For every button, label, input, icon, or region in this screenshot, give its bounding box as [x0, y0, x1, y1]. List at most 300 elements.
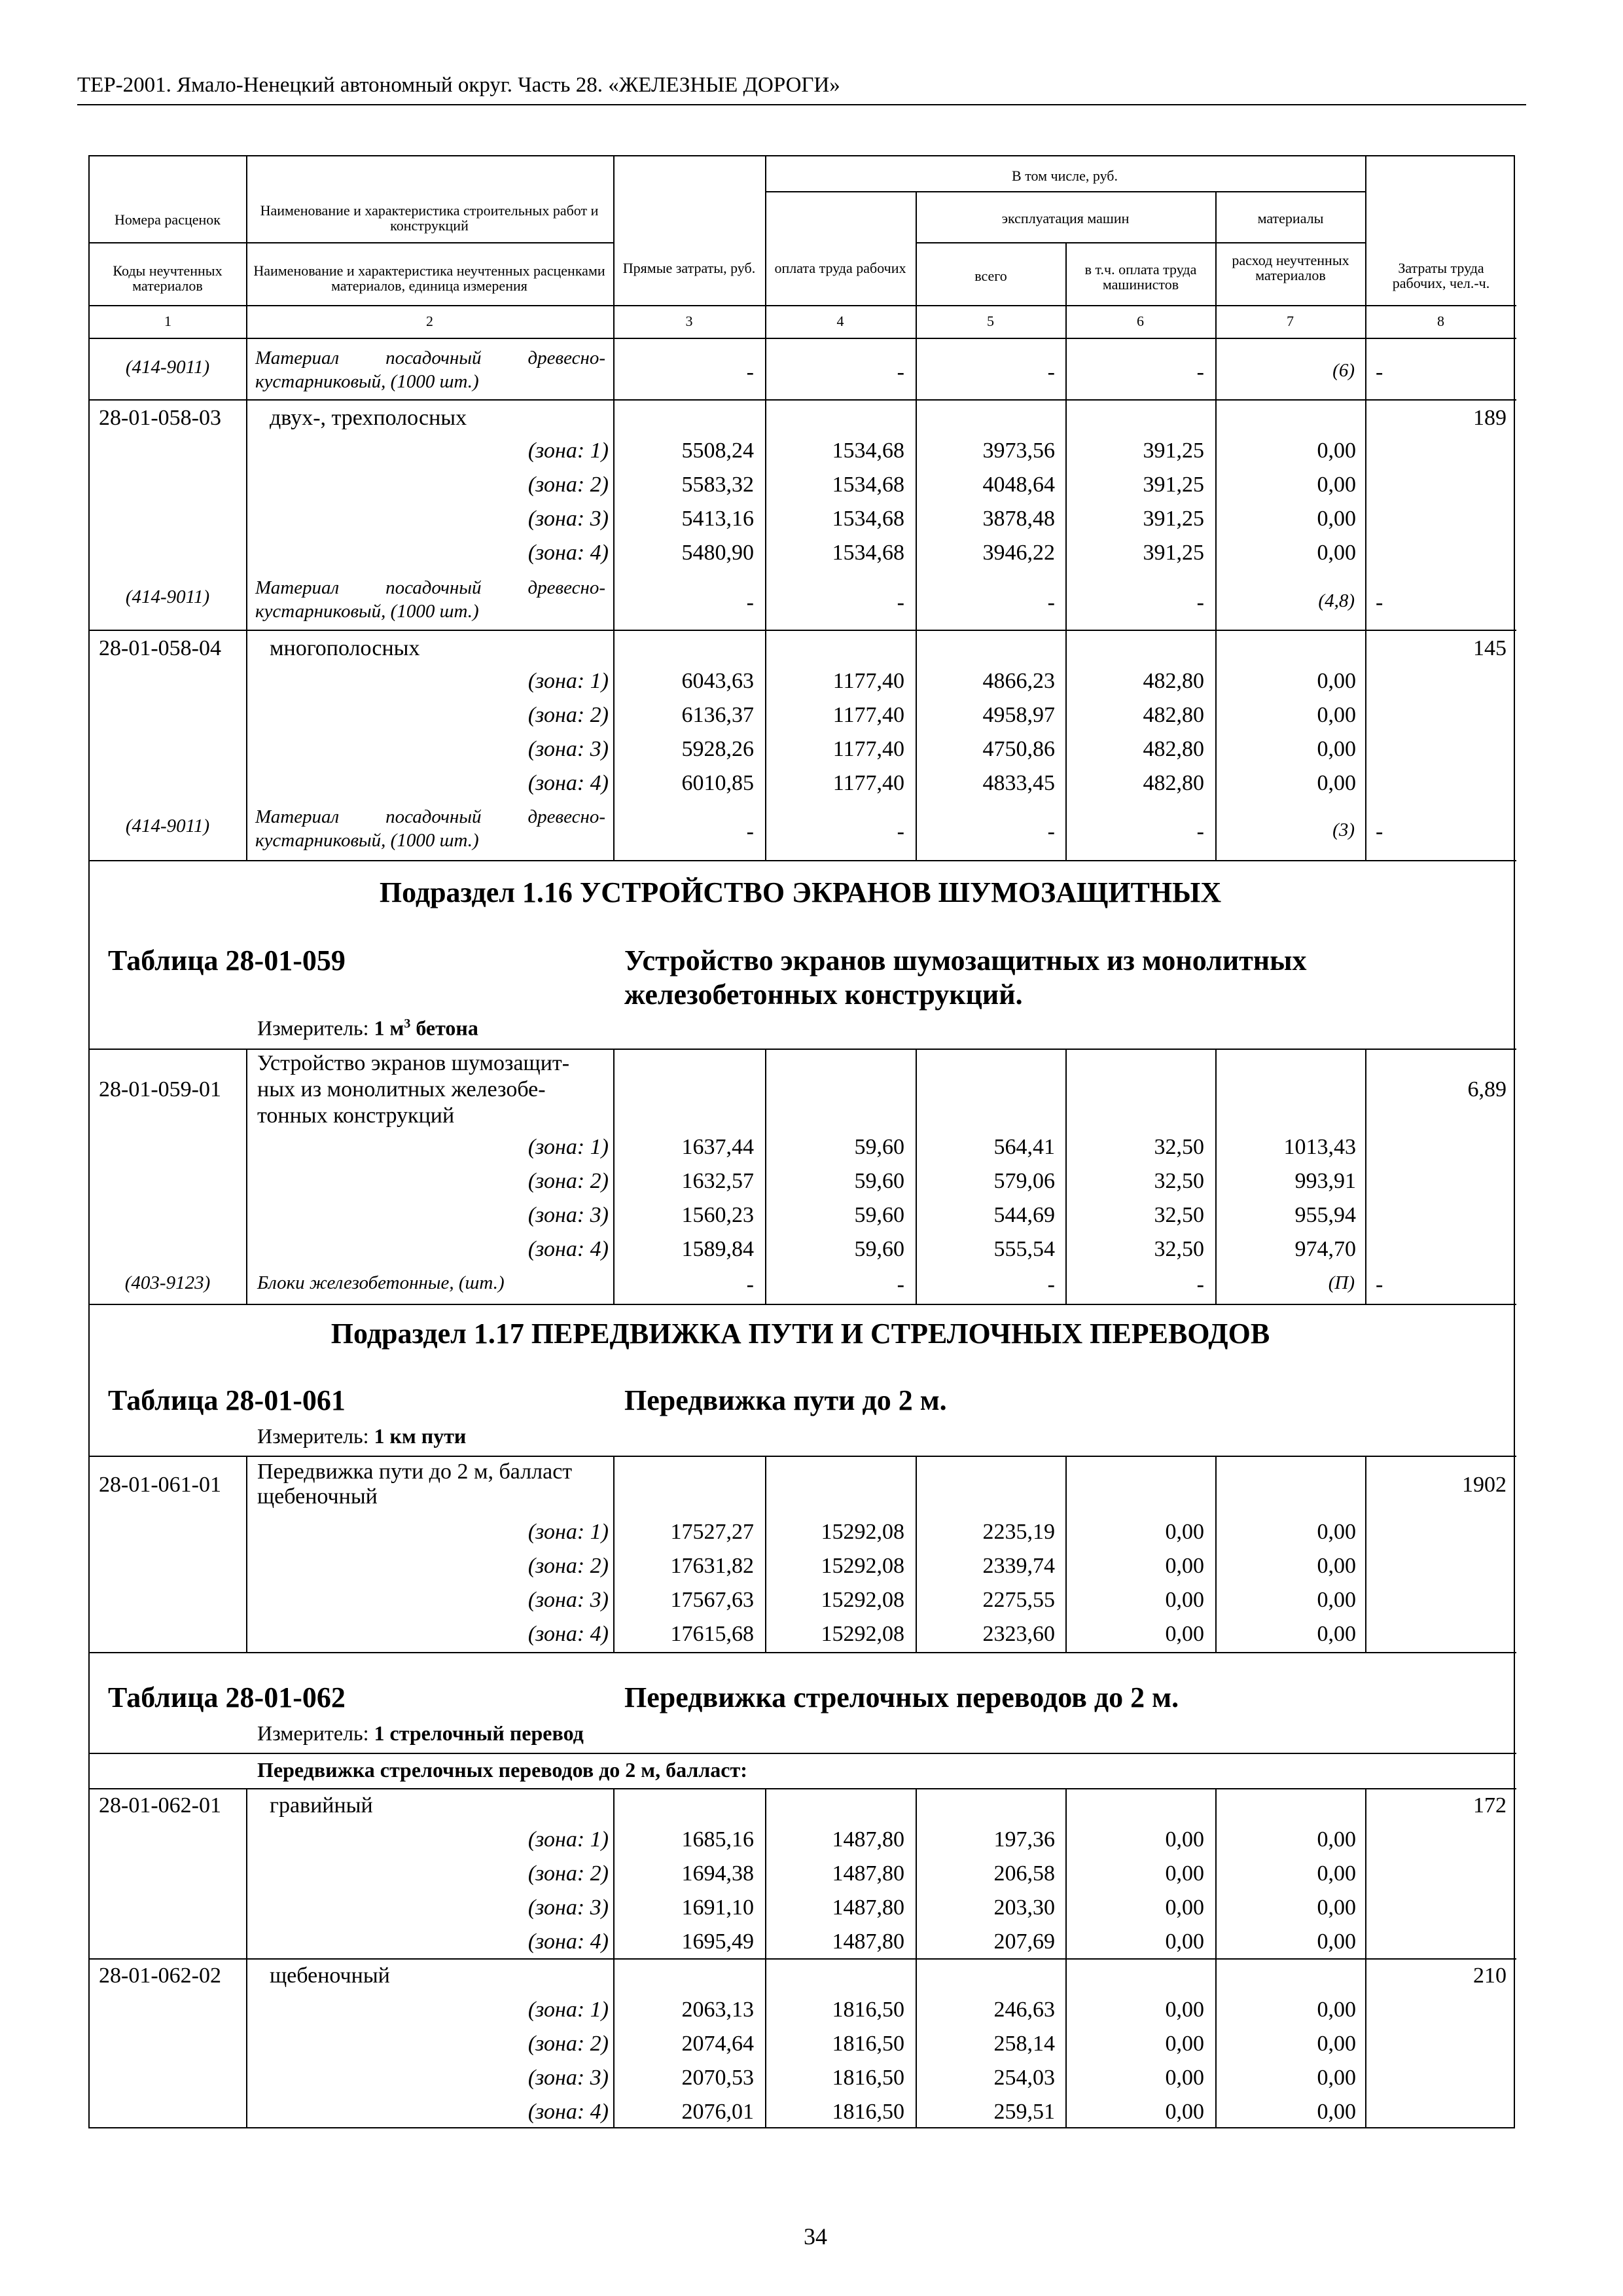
measure-value: 1 стрелочный перевод — [374, 1721, 584, 1745]
rate-name: многополосных — [270, 636, 420, 660]
column-rule — [246, 1788, 247, 1958]
column-number: 6 — [1137, 313, 1144, 329]
cell-value: 391,25 — [1143, 507, 1204, 531]
column-rule — [613, 1049, 615, 1304]
cell-value: 1816,50 — [832, 2066, 904, 2090]
column-number: 4 — [836, 313, 844, 329]
rate-name: двух-, трехполосных — [270, 406, 467, 430]
cell-value: 0,00 — [1317, 1861, 1356, 1886]
cell-value: 1177,40 — [832, 669, 904, 693]
rate-name-line: щебеночный — [257, 1484, 378, 1509]
rate-code: 28-01-058-04 — [99, 636, 221, 660]
rate-name: щебеночный — [270, 1964, 390, 1988]
column-rule — [246, 338, 247, 399]
zone-label: (зона: 2) — [527, 2032, 609, 2056]
column-rule — [1215, 399, 1217, 630]
cell-value: 555,54 — [993, 1237, 1055, 1261]
column-rule — [1065, 1456, 1067, 1652]
cell-value: 0,00 — [1317, 439, 1356, 463]
column-number: 5 — [987, 313, 994, 329]
cell-value: 1013,43 — [1283, 1135, 1356, 1159]
zone-label: (зона: 1) — [527, 669, 609, 693]
column-rule — [613, 156, 615, 338]
table-description: Передвижка стрелочных переводов до 2 м. — [624, 1681, 1179, 1713]
cell-value: 59,60 — [854, 1203, 904, 1227]
column-rule — [765, 1456, 766, 1652]
measure-unit — [257, 1723, 584, 1744]
cell-value: 15292,08 — [821, 1554, 904, 1578]
table-description: Устройство экранов шумозащитных из монолитных — [624, 944, 1307, 977]
column-rule — [613, 338, 615, 399]
column-rule — [916, 1049, 917, 1304]
cell-value: 1637,44 — [681, 1135, 754, 1159]
column-rule — [765, 156, 766, 338]
cell-value: 0,00 — [1317, 473, 1356, 497]
cell-value: 1632,57 — [681, 1169, 754, 1193]
cell-value: 564,41 — [993, 1135, 1055, 1159]
column-rule — [613, 1788, 615, 1958]
header-in-total: В том числе, руб. — [1012, 168, 1118, 184]
cell-value: 0,00 — [1165, 1929, 1204, 1954]
zone-label: (зона: 1) — [527, 439, 609, 463]
labor-value: 189 — [1473, 406, 1507, 430]
zone-label: (зона: 4) — [527, 541, 609, 565]
cell-value: 0,00 — [1317, 737, 1356, 761]
cell-value: 15292,08 — [821, 1520, 904, 1544]
cell-value: 0,00 — [1317, 1929, 1356, 1954]
column-rule — [613, 399, 615, 630]
cell-value: 544,69 — [993, 1203, 1055, 1227]
cell-value: 17527,27 — [670, 1520, 754, 1544]
column-rule — [916, 1958, 917, 2128]
zone-label: (зона: 3) — [527, 1895, 609, 1920]
labor-value: 210 — [1473, 1964, 1507, 1988]
cell-value: 1691,10 — [681, 1895, 754, 1920]
column-rule — [916, 1788, 917, 1958]
table-title: Таблица 28-01-059 — [108, 944, 346, 977]
column-rule — [765, 1958, 766, 2128]
cell-value: 2275,55 — [982, 1588, 1055, 1612]
cell-value: 391,25 — [1143, 473, 1204, 497]
cell-value: 6010,85 — [681, 771, 754, 795]
cell-value: 955,94 — [1294, 1203, 1356, 1227]
cell-value: 15292,08 — [821, 1588, 904, 1612]
cell-value: 1560,23 — [681, 1203, 754, 1227]
section-title: Подраздел 1.16 УСТРОЙСТВО ЭКРАНОВ ШУМОЗАЩИТНЫХ — [379, 876, 1222, 908]
column-rule — [1215, 1958, 1217, 2128]
table-rule — [90, 860, 1516, 861]
cell-value: 993,91 — [1294, 1169, 1356, 1193]
cell-value: 1685,16 — [681, 1827, 754, 1852]
header-total: всего — [974, 268, 1007, 284]
column-rule — [916, 399, 917, 630]
column-rule — [1065, 1788, 1067, 1958]
header-codes: Коды неучтенных материалов — [113, 262, 223, 295]
dash: - — [746, 590, 754, 615]
material-name: Материал посадочный древесно-кустарниковый, (1000 шт.) — [255, 806, 605, 852]
rate-code: 28-01-061-01 — [99, 1473, 221, 1497]
dash: - — [897, 1272, 904, 1297]
cell-value: 59,60 — [854, 1169, 904, 1193]
cell-value: 1534,68 — [832, 541, 904, 565]
cell-value: 974,70 — [1294, 1237, 1356, 1261]
cell-value: 254,03 — [993, 2066, 1055, 2090]
cell-value: 4048,64 — [982, 473, 1055, 497]
cell-value: 207,69 — [993, 1929, 1055, 1954]
labor-value: 6,89 — [1467, 1077, 1507, 1102]
rate-code: 28-01-058-03 — [99, 406, 221, 430]
table-rule — [90, 630, 1516, 631]
table-rule — [90, 1652, 1516, 1653]
cell-value: 482,80 — [1143, 703, 1204, 727]
table-title: Таблица 28-01-061 — [108, 1384, 346, 1416]
measure-value: 1 км пути — [374, 1424, 467, 1448]
cell-value: 203,30 — [993, 1895, 1055, 1920]
measure-label: Измеритель: — [257, 1721, 369, 1745]
header-wages: оплата труда рабочих — [774, 260, 906, 276]
column-rule — [1365, 338, 1366, 399]
table-rule — [90, 1753, 1516, 1754]
cell-value: 3946,22 — [982, 541, 1055, 565]
dash: - — [1196, 819, 1204, 844]
material-qty: (4,8) — [1318, 590, 1355, 611]
column-number: 7 — [1287, 313, 1294, 329]
cell-value: 32,50 — [1154, 1237, 1204, 1261]
column-rule — [613, 630, 615, 860]
labor-value: 145 — [1473, 636, 1507, 660]
table-rule — [90, 1788, 1516, 1789]
cell-value: 0,00 — [1317, 1895, 1356, 1920]
column-number: 8 — [1437, 313, 1444, 329]
header-incl-wages: в т.ч. оплата труда машинистов — [1084, 261, 1197, 293]
header-machines: эксплуатация машин — [1001, 210, 1130, 226]
cell-value: 0,00 — [1317, 507, 1356, 531]
labor-dash: - — [1376, 590, 1383, 615]
column-number: 2 — [426, 313, 433, 329]
cell-value: 5583,32 — [681, 473, 754, 497]
dash: - — [1047, 360, 1055, 384]
column-rule — [1065, 399, 1067, 630]
cell-value: 1487,80 — [832, 1827, 904, 1852]
zone-label: (зона: 4) — [527, 771, 609, 795]
labor-dash: - — [1376, 360, 1383, 384]
group-title: Передвижка стрелочных переводов до 2 м, балласт: — [257, 1758, 747, 1782]
zone-label: (зона: 1) — [527, 1135, 609, 1159]
zone-label: (зона: 1) — [527, 1827, 609, 1852]
column-rule — [1365, 399, 1366, 630]
measure-label: Измеритель: — [257, 1424, 369, 1448]
material-code: (414-9011) — [125, 357, 210, 378]
zone-label: (зона: 4) — [527, 1237, 609, 1261]
table-rule — [90, 1304, 1516, 1305]
cell-value: 0,00 — [1317, 771, 1356, 795]
material-code: (403-9123) — [124, 1272, 211, 1293]
dash: - — [897, 819, 904, 844]
cell-value: 5928,26 — [681, 737, 754, 761]
cell-value: 2323,60 — [982, 1622, 1055, 1646]
table-rule — [90, 1049, 1516, 1050]
rate-code: 28-01-062-02 — [99, 1964, 221, 1988]
zone-label: (зона: 2) — [527, 1554, 609, 1578]
cell-value: 259,51 — [993, 2100, 1055, 2124]
cell-value: 0,00 — [1165, 1554, 1204, 1578]
column-rule — [246, 1958, 247, 2128]
cell-value: 0,00 — [1317, 541, 1356, 565]
zone-label: (зона: 3) — [527, 1203, 609, 1227]
cell-value: 1816,50 — [832, 2032, 904, 2056]
zone-label: (зона: 3) — [527, 507, 609, 531]
dash: - — [1047, 819, 1055, 844]
cell-value: 32,50 — [1154, 1169, 1204, 1193]
column-rule — [1365, 1958, 1366, 2128]
cell-value: 5508,24 — [681, 439, 754, 463]
column-rule — [1365, 156, 1366, 338]
column-rule — [1065, 630, 1067, 860]
table-rule — [90, 305, 1516, 306]
page-number: 34 — [804, 2223, 827, 2250]
cell-value: 4833,45 — [982, 771, 1055, 795]
cell-value: 0,00 — [1317, 1588, 1356, 1612]
column-rule — [613, 1456, 615, 1652]
rate-name-line: ных из монолитных железобе- — [257, 1077, 546, 1102]
table-description: Передвижка пути до 2 м. — [624, 1384, 947, 1416]
table-rule — [90, 338, 1516, 339]
column-rule — [613, 1958, 615, 2128]
column-rule — [916, 191, 917, 338]
cell-value: 1177,40 — [832, 771, 904, 795]
cell-value: 1589,84 — [681, 1237, 754, 1261]
dash: - — [746, 1272, 754, 1297]
labor-dash: - — [1376, 1272, 1383, 1297]
cell-value: 0,00 — [1165, 1622, 1204, 1646]
cell-value: 0,00 — [1317, 2032, 1356, 2056]
zone-label: (зона: 2) — [527, 473, 609, 497]
column-rule — [246, 156, 247, 338]
cell-value: 59,60 — [854, 1135, 904, 1159]
zone-label: (зона: 2) — [527, 1861, 609, 1886]
rates-table — [88, 155, 1515, 2128]
cell-value: 0,00 — [1317, 2066, 1356, 2090]
cell-value: 0,00 — [1165, 1895, 1204, 1920]
material-code: (414-9011) — [125, 816, 210, 836]
table-rule — [90, 399, 1516, 401]
column-rule — [916, 338, 917, 399]
column-rule — [246, 399, 247, 630]
dash: - — [746, 360, 754, 384]
dash: - — [897, 360, 904, 384]
column-rule — [1215, 1456, 1217, 1652]
cell-value: 0,00 — [1165, 1520, 1204, 1544]
column-rule — [246, 1456, 247, 1652]
material-name: Материал посадочный древесно-кустарниковый, (1000 шт.) — [255, 577, 605, 622]
cell-value: 17631,82 — [670, 1554, 754, 1578]
cell-value: 5480,90 — [681, 541, 754, 565]
cell-value: 2076,01 — [681, 2100, 754, 2124]
cell-value: 391,25 — [1143, 541, 1204, 565]
measure-value: 1 м — [374, 1016, 404, 1040]
cell-value: 2074,64 — [681, 2032, 754, 2056]
zone-label: (зона: 4) — [527, 1622, 609, 1646]
measure-label: Измеритель: — [257, 1016, 369, 1040]
cell-value: 0,00 — [1165, 1861, 1204, 1886]
cell-value: 0,00 — [1317, 1827, 1356, 1852]
zone-label: (зона: 2) — [527, 703, 609, 727]
dash: - — [1196, 590, 1204, 615]
page-header: ТЕР-2001. Ямало-Ненецкий автономный округ. Часть 28. «ЖЕЛЕЗНЫЕ ДОРОГИ» — [77, 73, 1526, 105]
dash: - — [1196, 360, 1204, 384]
cell-value: 15292,08 — [821, 1622, 904, 1646]
cell-value: 0,00 — [1317, 669, 1356, 693]
column-rule — [1215, 1788, 1217, 1958]
dash: - — [1047, 590, 1055, 615]
cell-value: 4958,97 — [982, 703, 1055, 727]
zone-label: (зона: 1) — [527, 1998, 609, 2022]
header-labor: Затраты труда рабочих, чел.-ч. — [1392, 260, 1490, 292]
zone-label: (зона: 3) — [527, 737, 609, 761]
header-direct: Прямые затраты, руб. — [622, 260, 756, 276]
material-qty: (6) — [1332, 360, 1355, 381]
column-rule — [765, 399, 766, 630]
cell-value: 3973,56 — [982, 439, 1055, 463]
cell-value: 4866,23 — [982, 669, 1055, 693]
column-rule — [1365, 1049, 1366, 1304]
column-number: 1 — [164, 313, 171, 329]
column-rule — [1365, 1456, 1366, 1652]
table-rule — [90, 1958, 1516, 1960]
dash: - — [746, 819, 754, 844]
column-rule — [916, 630, 917, 860]
cell-value: 0,00 — [1317, 703, 1356, 727]
cell-value: 2339,74 — [982, 1554, 1055, 1578]
measure-unit — [257, 1426, 466, 1446]
cell-value: 6136,37 — [681, 703, 754, 727]
cell-value: 32,50 — [1154, 1135, 1204, 1159]
measure-unit — [257, 1017, 478, 1039]
column-rule — [1065, 242, 1067, 338]
cell-value: 0,00 — [1317, 1622, 1356, 1646]
column-rule — [1215, 191, 1217, 338]
cell-value: 0,00 — [1317, 1554, 1356, 1578]
zone-label: (зона: 3) — [527, 1588, 609, 1612]
header-unacc-mat: расход неучтенных материалов — [1232, 252, 1349, 284]
material-code: (414-9011) — [125, 586, 210, 607]
cell-value: 0,00 — [1165, 1827, 1204, 1852]
column-rule — [765, 1049, 766, 1304]
cell-value: 0,00 — [1165, 1588, 1204, 1612]
zone-label: (зона: 4) — [527, 2100, 609, 2124]
dash: - — [1047, 1272, 1055, 1297]
cell-value: 1487,80 — [832, 1895, 904, 1920]
column-number: 3 — [685, 313, 693, 329]
cell-value: 1695,49 — [681, 1929, 754, 1954]
column-rule — [1065, 338, 1067, 399]
header-unacc-name: Наименование и характеристика неучтенных расценками материалов, единица измерения — [253, 262, 605, 295]
column-rule — [246, 630, 247, 860]
cell-value: 0,00 — [1317, 2100, 1356, 2124]
cell-value: 17615,68 — [670, 1622, 754, 1646]
material-qty: (П) — [1328, 1272, 1355, 1293]
cell-value: 59,60 — [854, 1237, 904, 1261]
labor-dash: - — [1376, 819, 1383, 844]
cell-value: 197,36 — [993, 1827, 1055, 1852]
cell-value: 2070,53 — [681, 2066, 754, 2090]
cell-value: 1694,38 — [681, 1861, 754, 1886]
cell-value: 1177,40 — [832, 703, 904, 727]
cell-value: 5413,16 — [681, 507, 754, 531]
table-description: железобетонных конструкций. — [624, 978, 1023, 1011]
material-qty: (3) — [1332, 819, 1355, 840]
cell-value: 482,80 — [1143, 669, 1204, 693]
column-rule — [1065, 1958, 1067, 2128]
column-rule — [1215, 630, 1217, 860]
table-rule — [90, 242, 246, 243]
cell-value: 482,80 — [1143, 771, 1204, 795]
rate-name-line: Устройство экранов шумозащит- — [257, 1051, 570, 1075]
table-rule — [765, 191, 1365, 192]
measure-sup: 3 — [404, 1016, 411, 1031]
cell-value: 1816,50 — [832, 2100, 904, 2124]
column-rule — [916, 1456, 917, 1652]
cell-value: 1487,80 — [832, 1861, 904, 1886]
cell-value: 0,00 — [1317, 1998, 1356, 2022]
column-rule — [765, 1788, 766, 1958]
table-rule — [246, 242, 613, 243]
rate-name-line: Передвижка пути до 2 м, балласт — [257, 1460, 573, 1484]
column-rule — [246, 1049, 247, 1304]
column-rule — [1365, 630, 1366, 860]
header-work-name: Наименование и характеристика строительных работ и конструкций — [260, 202, 599, 234]
header-rates-no: Номера расценок — [115, 211, 221, 228]
zone-label: (зона: 3) — [527, 2066, 609, 2090]
cell-value: 1816,50 — [832, 1998, 904, 2022]
cell-value: 17567,63 — [670, 1588, 754, 1612]
rate-code: 28-01-062-01 — [99, 1793, 221, 1818]
cell-value: 1534,68 — [832, 473, 904, 497]
cell-value: 206,58 — [993, 1861, 1055, 1886]
column-rule — [765, 338, 766, 399]
dash: - — [1196, 1272, 1204, 1297]
column-rule — [765, 630, 766, 860]
zone-label: (зона: 1) — [527, 1520, 609, 1544]
cell-value: 0,00 — [1165, 1998, 1204, 2022]
rate-name: гравийный — [270, 1793, 373, 1818]
cell-value: 1534,68 — [832, 439, 904, 463]
zone-label: (зона: 4) — [527, 1929, 609, 1954]
labor-value: 172 — [1473, 1793, 1507, 1818]
cell-value: 1177,40 — [832, 737, 904, 761]
column-rule — [1365, 1788, 1366, 1958]
zone-label: (зона: 2) — [527, 1169, 609, 1193]
material-name: Блоки железобетонные, (шт.) — [257, 1272, 505, 1293]
cell-value: 258,14 — [993, 2032, 1055, 2056]
cell-value: 246,63 — [993, 1998, 1055, 2022]
material-name: Материал посадочный древесно-кустарниковый, (1000 шт.) — [255, 348, 605, 393]
cell-value: 2235,19 — [982, 1520, 1055, 1544]
measure-tail: бетона — [410, 1016, 478, 1040]
table-rule — [90, 1456, 1516, 1457]
section-title: Подраздел 1.17 ПЕРЕДВИЖКА ПУТИ И СТРЕЛОЧНЫХ ПЕРЕВОДОВ — [330, 1318, 1270, 1350]
cell-value: 3878,48 — [982, 507, 1055, 531]
cell-value: 391,25 — [1143, 439, 1204, 463]
header-materials: материалы — [1257, 210, 1324, 226]
column-rule — [1215, 1049, 1217, 1304]
rate-name-line: тонных конструкций — [257, 1103, 455, 1128]
cell-value: 0,00 — [1165, 2032, 1204, 2056]
cell-value: 0,00 — [1165, 2100, 1204, 2124]
table-rule — [916, 242, 1365, 243]
cell-value: 1534,68 — [832, 507, 904, 531]
dash: - — [897, 590, 904, 615]
